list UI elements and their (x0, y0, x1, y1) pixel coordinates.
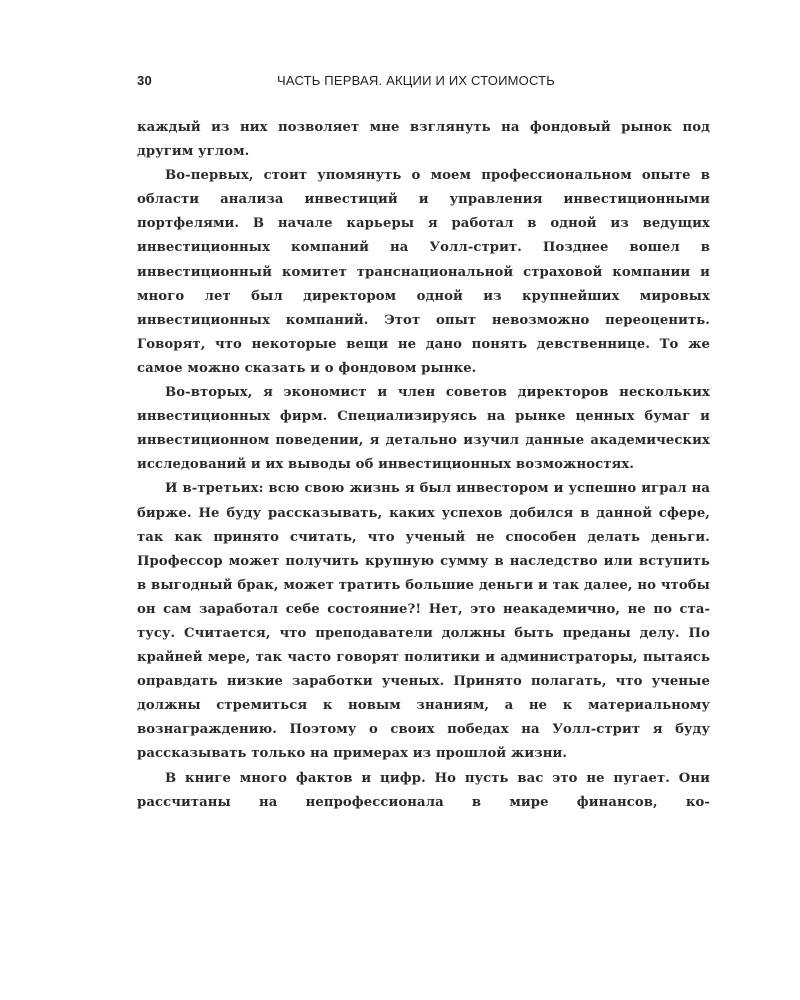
page-number: 30 (137, 73, 153, 88)
paragraph-economist: Во-вторых, я экономист и член советов директоров нескольких инвестиционных фирм. Специализируясь на рынке ценных бумаг и инвестиционном поведении, я детально изучил данные академических исследований и их выводы об инвестиционных возможностях. (137, 385, 710, 473)
section-title: ЧАСТЬ ПЕРВАЯ. АКЦИИ И ИХ СТОИМОСТЬ (277, 73, 555, 88)
paragraph-investor: И в-третьих: всю свою жизнь я был инвестором и успешно играл на бирже. Не буду рассказывать, каких успехов добился в данной сфере, так как принято считать, что ученый не способен делать деньги. Профессор может получить крупную сумму в наследство или вступить в выгодный брак, может тратить большие деньги и так далее, но чтобы он сам заработал себе состояние?! Нет, это неакадемично, не по статусу. Считается, что преподаватели должны быть преданы делу. По крайней мере, так часто говорят политики и администраторы, пытаясь оправдать низкие заработки ученых. Принято полагать, что ученые должны стремиться к новым знаниям, а не к материальному вознаграждению. Поэтому о своих победах на Уолл-стрит я буду рассказывать только на примерах из прошлой жизни. (137, 481, 710, 762)
paragraph-professional-experience: Во-первых, стоит упомянуть о моем профессиональном опыте в области анализа инвестиций и управления инвестиционными портфелями. В начале карьеры я работал в одной из ведущих инвестиционных компаний на Уолл-стрит. Позднее вошел в инвестиционный комитет транснациональной страховой компании и много лет был директором одной из крупнейших мировых инвестиционных компаний. Этот опыт невозможно переоценить. Говорят, что некоторые вещи не дано понять девственнице. То же самое можно сказать и о фондовом рынке. (137, 168, 710, 376)
paragraph-continuation: каждый из них позволяет мне взглянуть на фондовый рынок под другим углом. (137, 120, 710, 160)
running-header (137, 73, 710, 93)
body-text (137, 116, 710, 815)
paragraph-facts-and-figures: В книге много фактов и цифр. Но пусть вас это не пугает. Они рассчитаны на непрофессионала в мире финансов, ко- (137, 770, 710, 810)
